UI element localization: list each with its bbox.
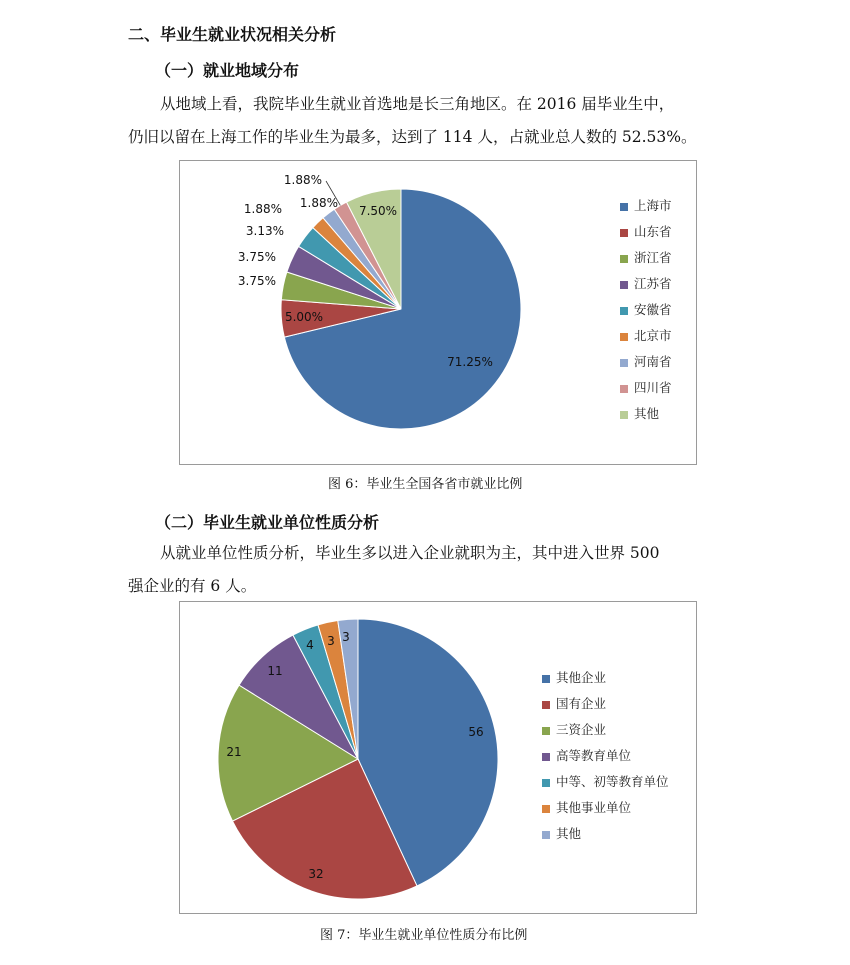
legend-swatch (542, 701, 550, 709)
pie-data-label-6: 1.88% (243, 202, 282, 216)
legend-swatch (620, 203, 628, 211)
paragraph-region-line1: 从地域上看，我院毕业生就业首选地是长三角地区。在 2016 届毕业生中， (160, 95, 675, 113)
pie-data-label-7: 3 (342, 630, 350, 644)
legend-item-4 (620, 274, 672, 292)
pie-chart-region (180, 161, 696, 464)
legend-item-8 (620, 378, 672, 396)
legend-label: 三资企业 (556, 722, 607, 737)
pie-data-label-8: 1.88% (283, 173, 322, 187)
legend-item-3 (542, 720, 606, 738)
legend-swatch (620, 255, 628, 263)
pie-data-label-3: 3.75% (237, 274, 276, 288)
legend-label: 其他事业单位 (556, 800, 632, 815)
legend-label: 上海市 (634, 198, 672, 213)
legend-swatch (542, 727, 550, 735)
subsection-title-unit: （二）毕业生就业单位性质分析 (155, 513, 380, 532)
legend-swatch (620, 281, 628, 289)
legend-label: 四川省 (634, 380, 672, 395)
legend-label: 高等教育单位 (556, 748, 632, 763)
legend-label: 北京市 (634, 328, 672, 343)
paragraph-unit-line2: 强企业的有 6 人。 (128, 577, 257, 595)
legend-swatch (542, 805, 550, 813)
legend-item-1 (542, 668, 606, 686)
legend-label: 国有企业 (556, 696, 607, 711)
legend-swatch (542, 753, 550, 761)
legend-item-2 (620, 222, 672, 240)
legend-swatch (542, 675, 550, 683)
legend-label: 山东省 (634, 224, 672, 239)
legend-label: 浙江省 (634, 250, 672, 265)
pie-data-label-4: 3.75% (237, 250, 276, 264)
legend-item-1 (620, 196, 672, 214)
section-title: 二、毕业生就业状况相关分析 (128, 25, 337, 44)
legend-item-6 (542, 798, 631, 816)
legend-item-5 (620, 300, 672, 318)
legend-item-4 (542, 746, 631, 764)
legend-item-3 (620, 248, 672, 266)
figure-caption-7: 图 7：毕业生就业单位性质分布比例 (320, 928, 528, 943)
pie-data-label-9: 7.50% (358, 204, 398, 218)
legend-label: 安徽省 (634, 302, 672, 317)
paragraph-unit-line1: 从就业单位性质分析，毕业生多以进入企业就职为主，其中进入世界 500 (160, 544, 660, 562)
pie-data-label-2: 5.00% (284, 310, 324, 324)
subsection-title-region: （一）就业地域分布 (155, 61, 300, 80)
legend-label: 中等、初等教育单位 (556, 774, 669, 789)
pie-data-label-4: 11 (267, 664, 283, 678)
legend-swatch (620, 307, 628, 315)
legend-swatch (620, 229, 628, 237)
legend-label: 江苏省 (634, 276, 672, 291)
legend-swatch (542, 779, 550, 787)
legend-swatch (620, 411, 628, 419)
pie-data-label-2: 32 (308, 867, 324, 881)
legend-item-5 (542, 772, 669, 790)
pie-data-label-1: 71.25% (447, 355, 493, 369)
legend-item-6 (620, 326, 672, 344)
chart-region-pie (179, 160, 697, 465)
pie-data-label-3: 21 (226, 745, 242, 759)
legend-swatch (620, 333, 628, 341)
chart-unit-pie (179, 601, 697, 914)
legend-item-7 (620, 352, 672, 370)
pie-data-label-5: 4 (306, 638, 314, 652)
figure-caption-6: 图 6：毕业生全国各省市就业比例 (328, 477, 523, 492)
legend-label: 河南省 (634, 354, 672, 369)
legend-label: 其他 (634, 406, 660, 421)
legend-label: 其他企业 (556, 670, 607, 685)
legend-swatch (620, 359, 628, 367)
legend-label: 其他 (556, 826, 582, 841)
legend-swatch (620, 385, 628, 393)
legend-item-7 (542, 824, 581, 842)
legend-item-9 (620, 404, 659, 422)
pie-data-label-1: 56 (468, 725, 484, 739)
pie-data-label-6: 3 (327, 634, 335, 648)
legend-swatch (542, 831, 550, 839)
pie-data-label-7: 1.88% (299, 196, 338, 210)
paragraph-region-line2: 仍旧以留在上海工作的毕业生为最多，达到了 114 人，占就业总人数的 52.53%。 (128, 128, 697, 146)
legend-item-2 (542, 694, 606, 712)
pie-data-label-5: 3.13% (245, 224, 284, 238)
